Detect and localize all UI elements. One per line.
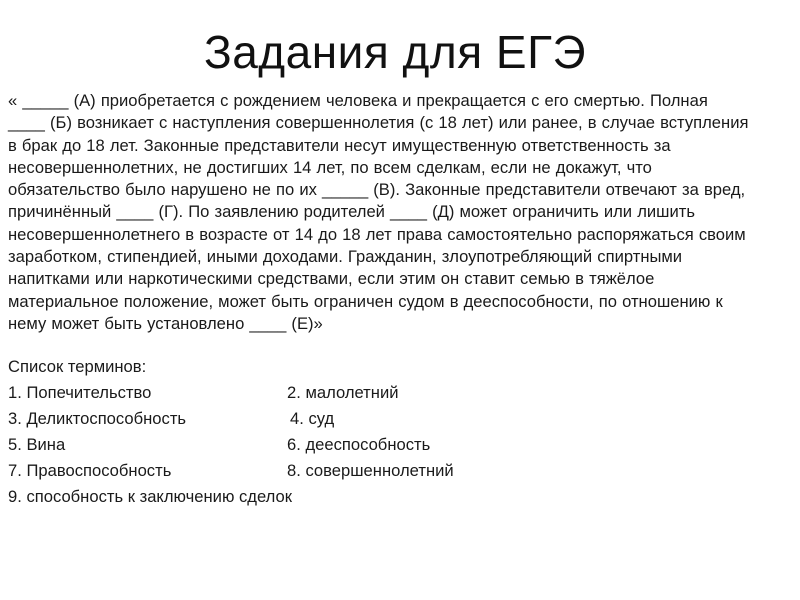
- term-item-5: 5. Вина: [8, 435, 66, 454]
- term-item-7: 7. Правоспособность: [8, 461, 172, 480]
- task-passage: « _____ (А) приобретается с рождением человека и прекращается с его смертью. Полная ____ (Б) возникает с наступления совершеннолетия (с 18 лет) или ранее, в случае вступления в брак до 18 лет. Законные представители несут имущественную ответственность за несовершеннолетних, не достигших 14 лет, по всем сделкам, если не докажут, что обязательство было нарушено не по их _____ (В). Законные представители отвечают за вред, причинённый ____ (Г). По заявлению родителей ____ (Д) может ограничить или лишить несовершеннолетнего в возрасте от 14 до 18 лет права самостоятельно распоряжаться своим заработком, стипендией, иными доходами. Гражданин, злоупотребляющий спиртными напитками или наркотическими средствами, если этим он ставит семью в тяжёлое материальное положение, может быть ограничен судом в дееспособности, по отношению к нему может быть установлено ____ (Е)»: [8, 91, 749, 333]
- term-item-9: 9. способность к заключению сделок: [8, 487, 293, 506]
- term-item-3: 3. Деликтоспособность: [8, 409, 187, 428]
- term-item-8: 8. совершеннолетний: [287, 461, 454, 480]
- term-item-6: 6. дееспособность: [287, 435, 431, 454]
- term-item-4: 4. суд: [290, 409, 335, 428]
- terms-heading: Список терминов:: [8, 357, 147, 376]
- term-item-1: 1. Попечительство: [8, 383, 152, 402]
- term-item-2: 2. малолетний: [287, 383, 399, 402]
- slide-title: Задания для ЕГЭ: [203, 26, 587, 78]
